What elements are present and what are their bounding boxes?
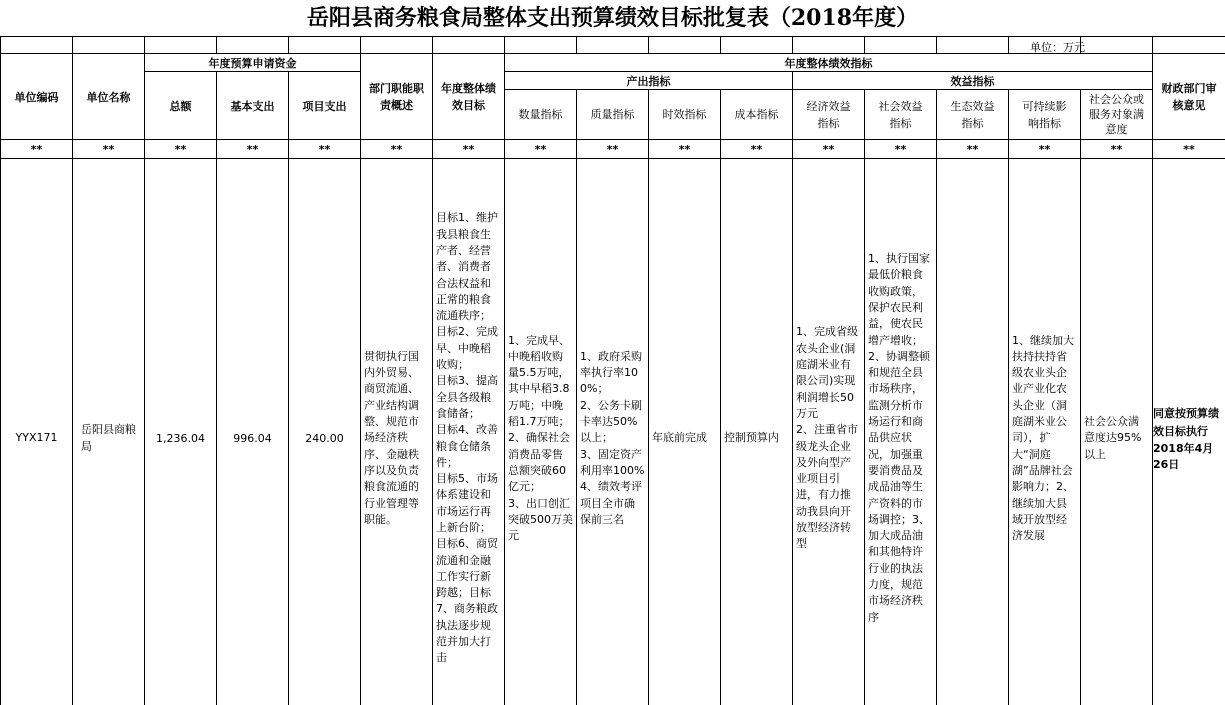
economic-cell: 1、完成省级农头企业(洞庭湖米业有限公司)实现利润增长50万元 2、注重省市级龙头企业及外向型产业项目引进，有力推动我县向开放型经济转型 <box>793 159 865 705</box>
basic-cell: 996.04 <box>217 159 289 705</box>
header-social: 社会效益指标 <box>865 90 937 140</box>
stars-cell: ** <box>1081 140 1153 159</box>
header-quality: 质量指标 <box>577 90 649 140</box>
header-unit-code: 单位编码 <box>1 54 73 140</box>
header-indicators-group: 年度整体绩效指标 <box>505 54 1153 72</box>
approval-date: 2018年4月26日 <box>1153 441 1214 471</box>
header-project: 项目支出 <box>289 72 361 140</box>
header-quantity: 数量指标 <box>505 90 577 140</box>
header-ecological: 生态效益指标 <box>937 90 1009 140</box>
table-row <box>1 159 1225 705</box>
header-benefit-group: 效益指标 <box>793 72 1153 90</box>
stars-cell: ** <box>793 140 865 159</box>
stars-cell: ** <box>217 140 289 159</box>
header-economic: 经济效益指标 <box>793 90 865 140</box>
unit-row <box>1 37 1225 54</box>
stars-cell: ** <box>649 140 721 159</box>
approval-text: 同意按预算绩效目标执行 <box>1153 406 1219 438</box>
stars-cell: ** <box>721 140 793 159</box>
sustainable-cell: 1、继续加大扶持扶持省级农业头企业产业化农头企业（洞庭湖米业公司），扩大“洞庭湖”品牌社会影响力；2、继续加大县域开放型经济发展 <box>1009 159 1081 705</box>
header-funds-group: 年度预算申请资金 <box>145 54 361 72</box>
stars-cell: ** <box>433 140 505 159</box>
stars-row <box>1 140 1225 159</box>
stars-cell: ** <box>937 140 1009 159</box>
quantity-cell: 1、完成早、中晚稻收购量5.5万吨，其中早稻3.8万吨；中晚稻1.7万吨； 2、确保社会消费品零售总额突破60亿元； 3、出口创汇突破500万美元 <box>505 159 577 705</box>
stars-cell: ** <box>361 140 433 159</box>
cost-cell: 控制预算内 <box>721 159 793 705</box>
header-finance-review: 财政部门审核意见 <box>1153 54 1225 140</box>
unit-name-cell: 岳阳县商粮局 <box>73 159 145 705</box>
total-cell: 1,236.04 <box>145 159 217 705</box>
stars-cell: ** <box>145 140 217 159</box>
stars-cell: ** <box>1009 140 1081 159</box>
header-unit-name: 单位名称 <box>73 54 145 140</box>
header-sustainable: 可持续影响指标 <box>1009 90 1081 140</box>
header-duty: 部门职能职责概述 <box>361 54 433 140</box>
stars-cell: ** <box>505 140 577 159</box>
header-satisfaction: 社会公众或服务对象满意度 <box>1081 90 1153 140</box>
stars-cell: ** <box>289 140 361 159</box>
page-title: 岳阳县商务粮食局整体支出预算绩效目标批复表（2018年度） <box>306 5 919 31</box>
unit-label: 单位：万元 <box>1030 41 1085 54</box>
stars-cell: ** <box>577 140 649 159</box>
social-cell: 1、执行国家最低价粮食收购政策，保护农民利益，使农民增产增收；2、协调整顿和规范全县市场秩序，监测分析市场运行和商品供应状况，加强重要消费品及成品油等生产资料的市场调控；3、加大成品油和其他特许行业的执法力度，规范市场经济秩序 <box>865 159 937 705</box>
satisfaction-cell: 社会公众满意度达95%以上 <box>1081 159 1153 705</box>
header-total: 总额 <box>145 72 217 140</box>
header-output-group: 产出指标 <box>505 72 793 90</box>
project-cell: 240.00 <box>289 159 361 705</box>
duty-cell: 贯彻执行国内外贸易、商贸流通、产业结构调整、规范市场经济秩序、金融秩序以及负责粮食流通的行业管理等职能。 <box>361 159 433 705</box>
header-timeliness: 时效指标 <box>649 90 721 140</box>
stars-cell: ** <box>1 140 73 159</box>
header-annual-goal: 年度整体绩效目标 <box>433 54 505 140</box>
stars-cell: ** <box>865 140 937 159</box>
unit-code-cell: YYX171 <box>1 159 73 705</box>
finance-review-cell <box>1153 159 1225 705</box>
header-cost: 成本指标 <box>721 90 793 140</box>
annual-goal-cell: 目标1、维护我县粮食生产者、经营者、消费者合法权益和正常的粮食流通秩序； 目标2、完成早、中晚稻收购； 目标3、提高全县各级粮食储备； 目标4、改善粮食仓储条件； 目标5、市场体系建设和市场运行再上新台阶； 目标6、商贸流通和金融工作实行新跨越；目标7、商务粮政执法逐步规范并加大打击 <box>433 159 505 705</box>
budget-table <box>0 36 1225 705</box>
stars-cell: ** <box>73 140 145 159</box>
ecological-cell <box>937 159 1009 705</box>
timeliness-cell: 年底前完成 <box>649 159 721 705</box>
stars-cell: ** <box>1153 140 1225 159</box>
quality-cell: 1、政府采购率执行率100%； 2、公务卡刷卡率达50%以上； 3、固定资产利用率100% 4、绩效考评项目全市确保前三名 <box>577 159 649 705</box>
header-basic: 基本支出 <box>217 72 289 140</box>
